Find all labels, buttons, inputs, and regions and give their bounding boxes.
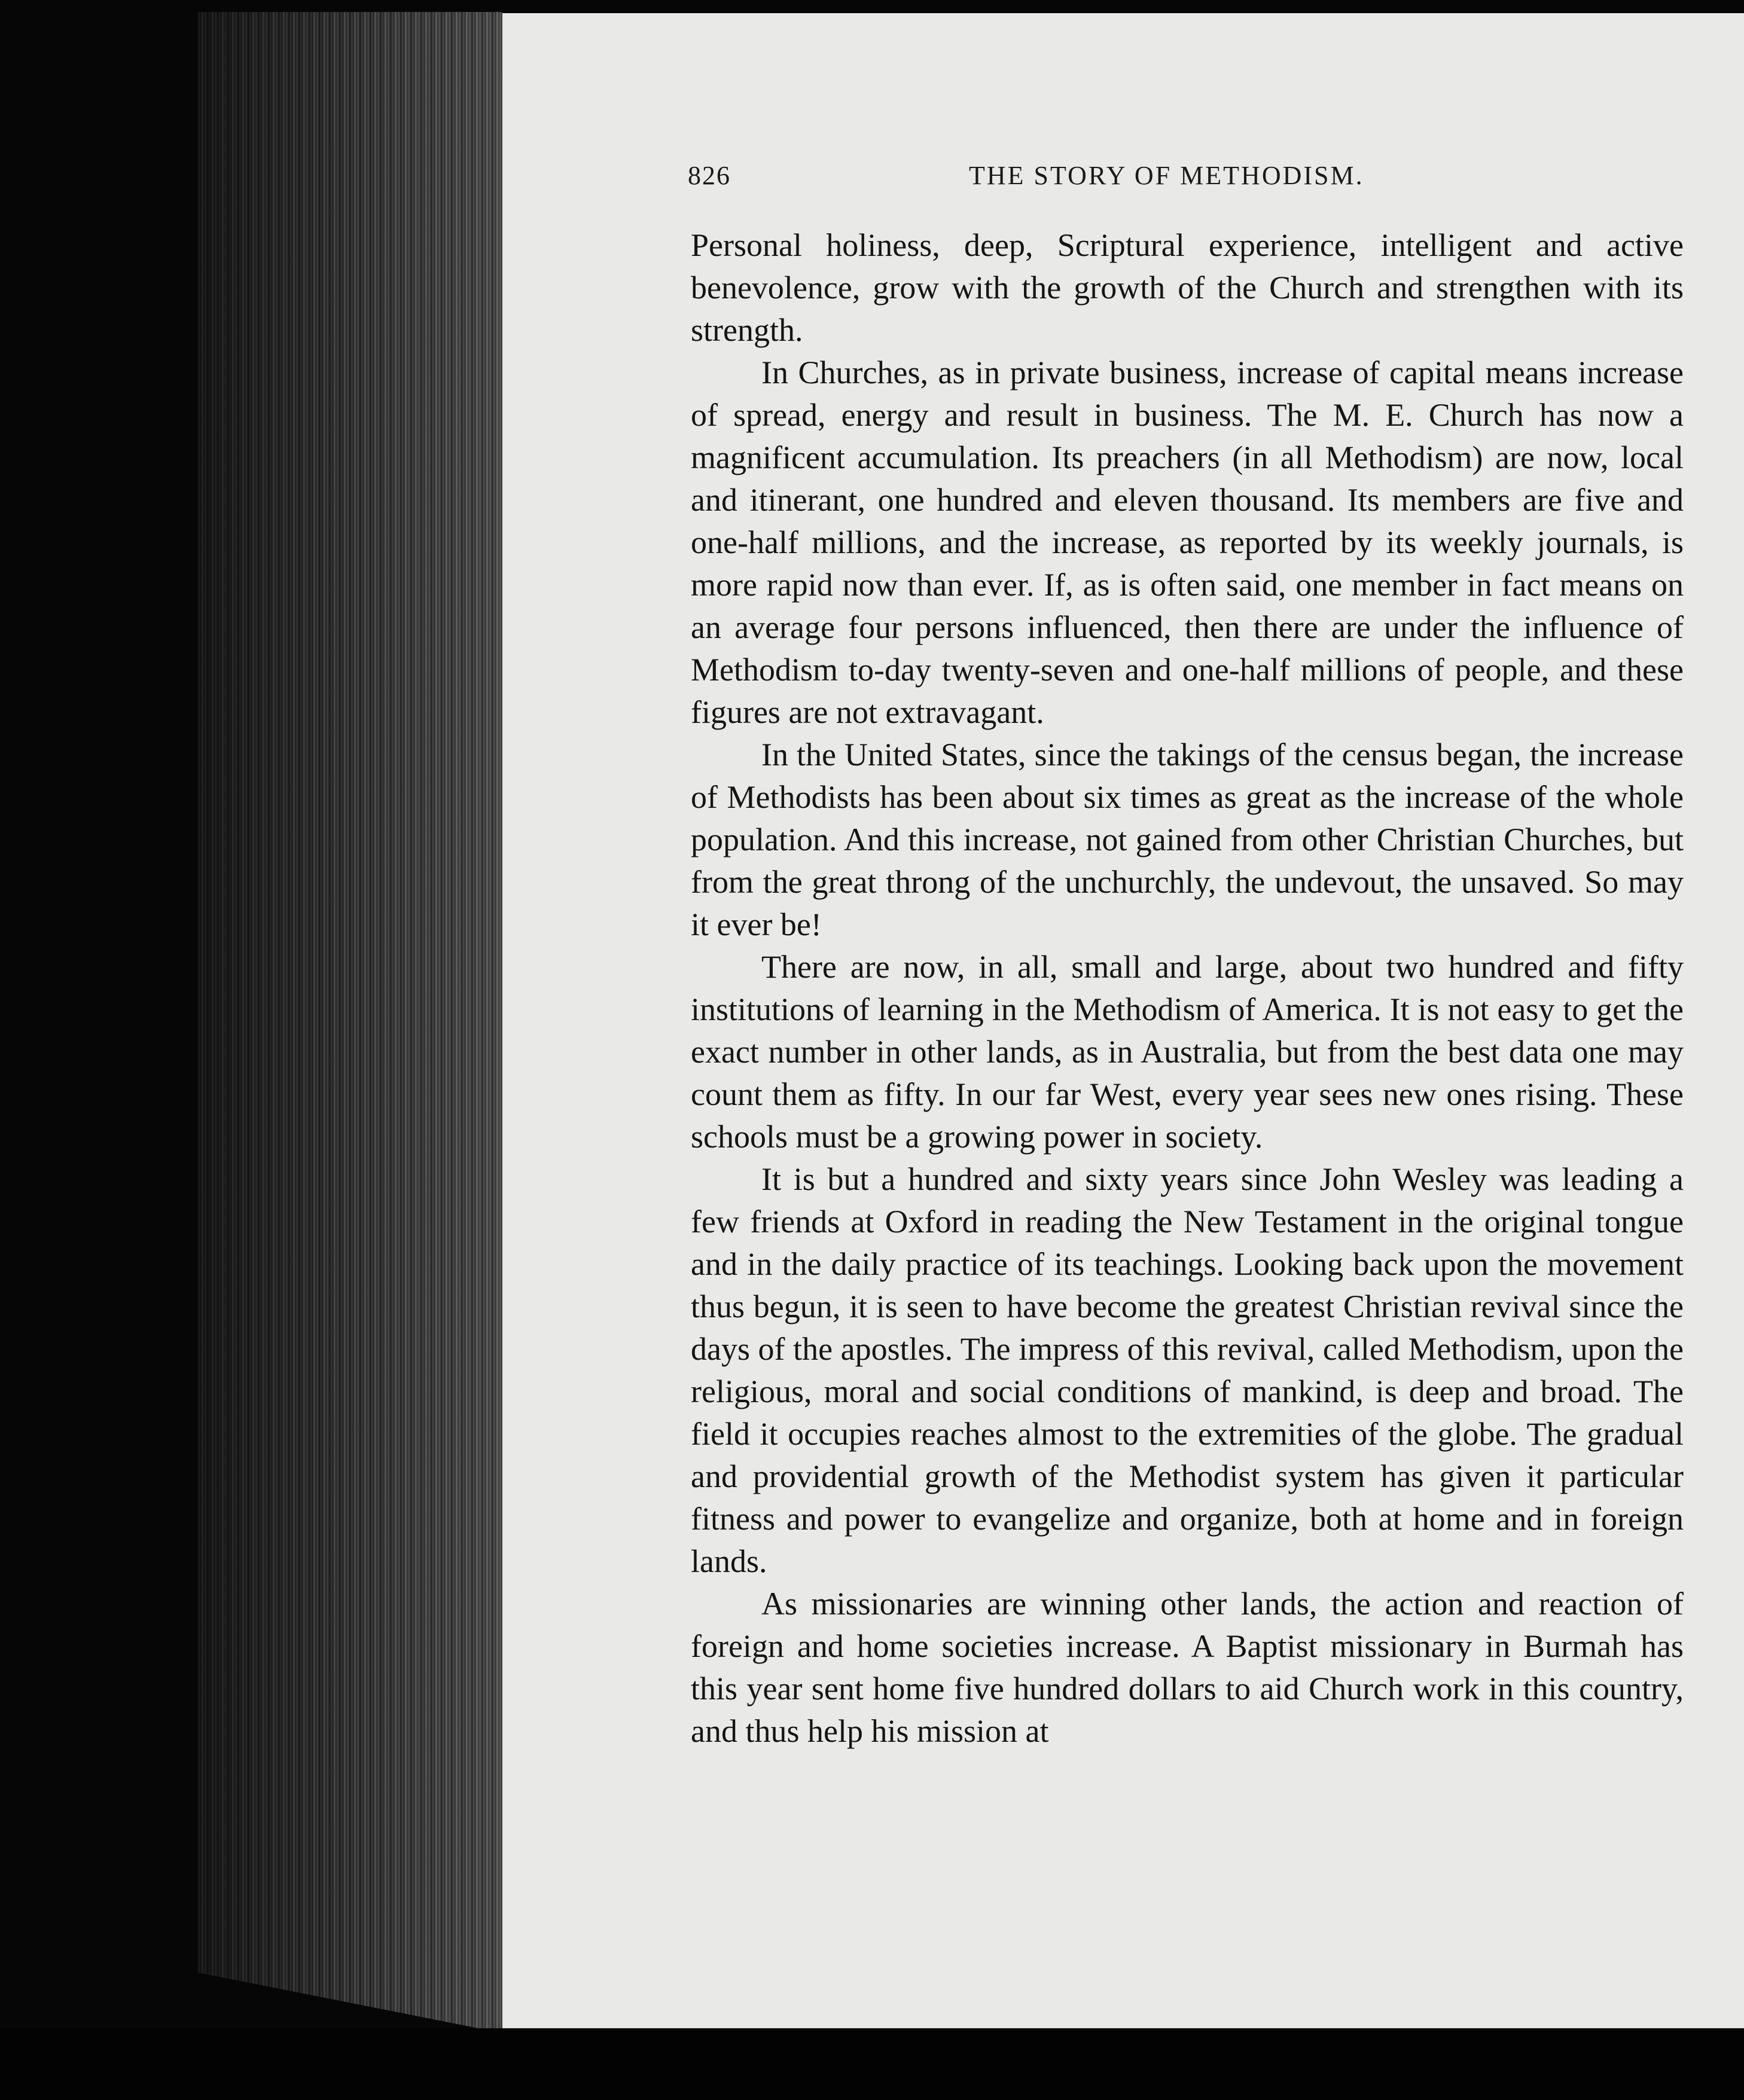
paragraph: In the United States, since the takings of the census began, the increase of Methodists has been about six times as great as the increase of the whole population. And this increase, not gained from other Christian Churches, but from the great throng of the unchurchly, the undevout, the unsaved. So may it ever be! xyxy=(691,737,1684,942)
book-edge-shadow xyxy=(197,12,502,2033)
paragraph: Personal holiness, deep, Scriptural experience, intelligent and active benevolence, grow with the growth of the Church and strengthen with its strength. xyxy=(691,227,1684,348)
paragraph: In Churches, as in private business, increase of capital means increase of spread, energy and result in business. The M. E. Church has now a magnificent accumulation. Its preachers (in all Methodism) are now, local and itinerant, one hundred and eleven thousand. Its members are five and one-half millions, and the increase, as reported by its weekly journals, is more rapid now than ever. If, as is often said, one member in fact means on an average four persons influenced, then there are under the influence of Methodism to-day twenty-seven and one-half millions of people, and these figures are not extravagant. xyxy=(691,355,1684,730)
running-title: THE STORY OF METHODISM. xyxy=(969,161,1364,190)
page-number: 826 xyxy=(688,161,731,190)
paragraph: It is but a hundred and sixty years since John Wesley was leading a few friends at Oxford in reading the New Testament in the original tongue and in the daily practice of its teachings. Looking back upon the movement thus begun, it is seen to have become the greatest Christian revival since the days of the apostles. The impress of this revival, called Methodism, upon the religious, moral and social conditions of mankind, is deep and broad. The field it occupies reaches almost to the extremities of the globe. The gradual and providential growth of the Methodist system has given it particular fitness and power to evangelize and organize, both at home and in foreign lands. xyxy=(691,1161,1684,1579)
body-text xyxy=(691,224,1684,1753)
running-head xyxy=(688,160,1681,208)
scan-bottom-border xyxy=(0,2028,1744,2100)
paragraph: As missionaries are winning other lands, the action and reaction of foreign and home societies increase. A Baptist missionary in Burmah has this year sent home five hundred dollars to aid Church work in this country, and thus help his mission at xyxy=(691,1586,1684,1749)
paragraph: There are now, in all, small and large, about two hundred and fifty institutions of learning in the Methodism of America. It is not easy to get the exact number in other lands, as in Australia, but from the best data one may count them as fifty. In our far West, every year sees new ones rising. These schools must be a growing power in society. xyxy=(691,949,1684,1155)
